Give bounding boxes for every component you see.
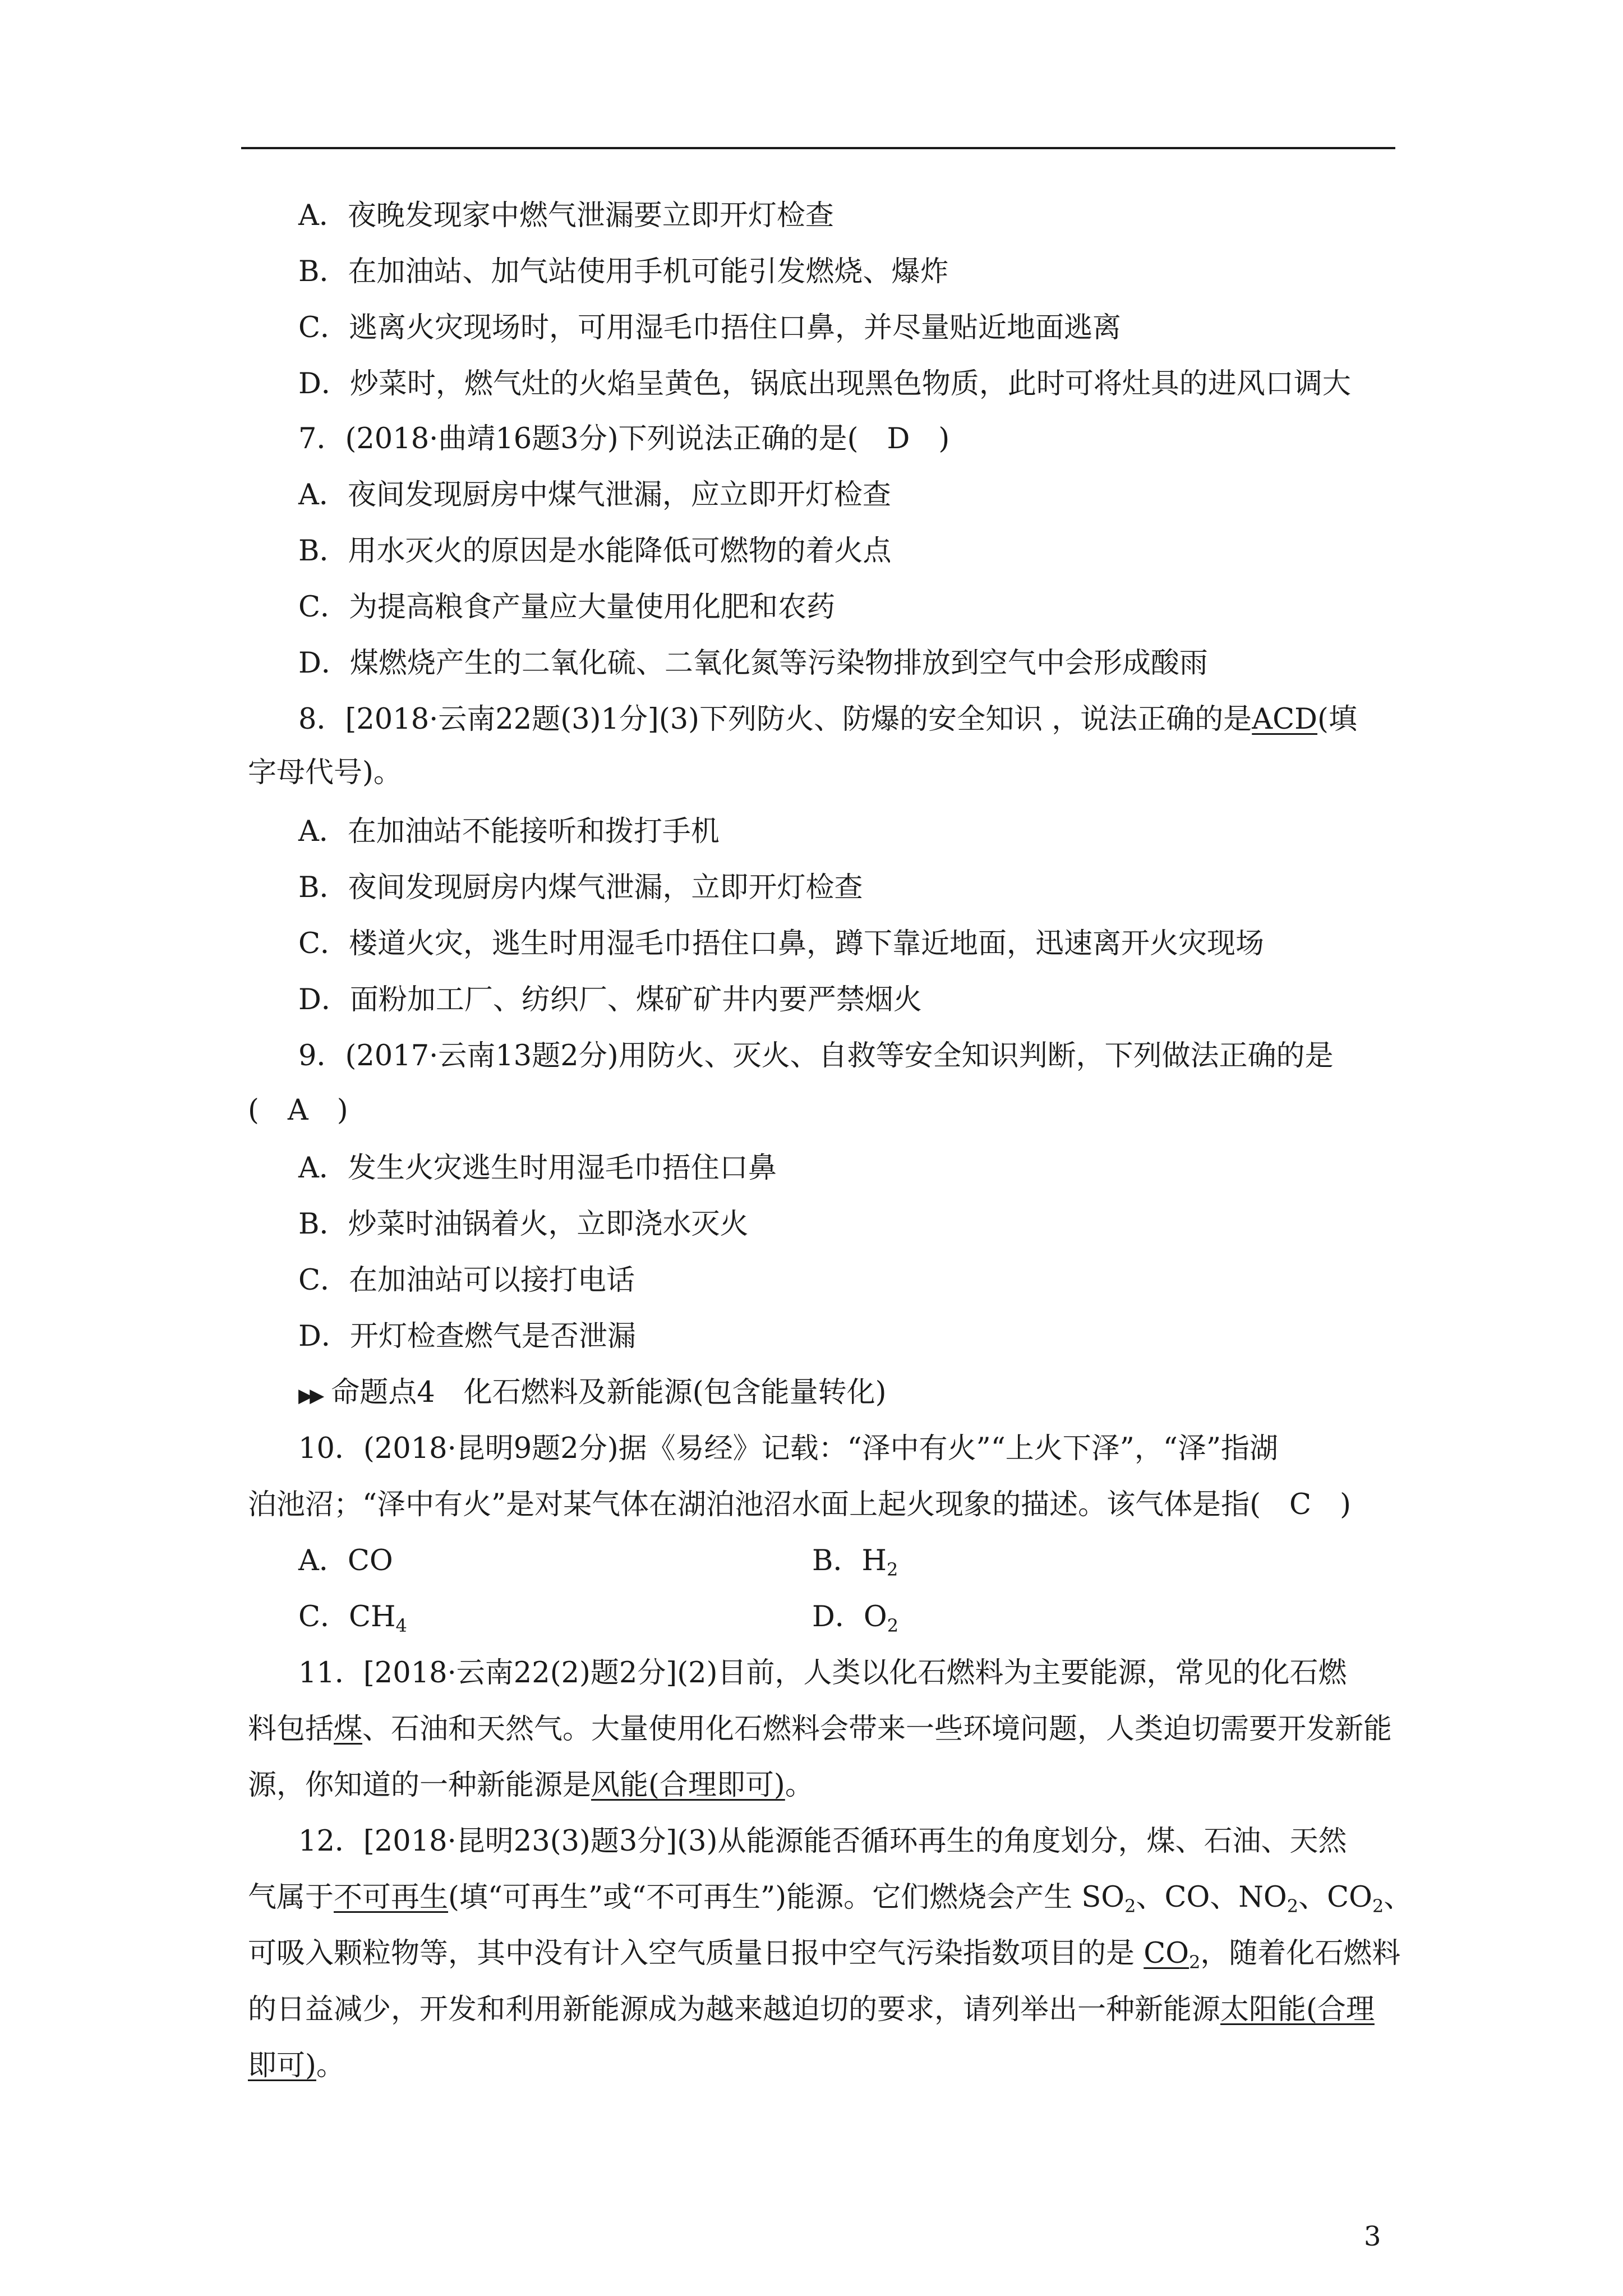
q6-option-a: A．夜晚发现家中燃气泄漏要立即开灯检查 [298, 199, 834, 232]
q12-line5-tail: 。 [316, 2049, 345, 2082]
q12-answer-2-text: CO [1144, 1937, 1189, 1970]
q12-sub-1: 2 [1124, 1895, 1136, 1917]
q8-stem-line2: 字母代号)。 [248, 756, 402, 789]
q7-option-c: C．为提高粮食产量应大量使用化肥和农药 [298, 591, 836, 624]
q11-line3-text: 源，你知道的一种新能源是 [248, 1769, 592, 1802]
q8-option-d: D．面粉加工厂、纺织厂、煤矿矿井内要严禁烟火 [298, 983, 922, 1016]
q11-answer-1: 煤 [334, 1713, 363, 1746]
q11-line2-tail: 、石油和天然气。大量使用化石燃料会带来一些环境问题，人类迫切需要开发新能 [362, 1713, 1393, 1746]
q8-option-a: A．在加油站不能接听和拨打手机 [298, 815, 720, 848]
q12-sub-2: 2 [1287, 1895, 1299, 1917]
q10-option-b-sub: 2 [886, 1559, 898, 1580]
q12-line2 [248, 1879, 1412, 1916]
q11-line2-text: 料包括 [248, 1713, 334, 1746]
q12-line5 [248, 2047, 345, 2085]
section-heading [298, 1374, 887, 1414]
q12-answer-3: 太阳能(合理 [1220, 1993, 1375, 2026]
q12-line4-text: 的日益减少，开发和利用新能源成为越来越迫切的要求，请列举出一种新能源 [248, 1993, 1221, 2026]
q12-stem: 12．[2018·昆明23(3)题3分](3)从能源能否循环再生的角度划分，煤、石油、天然 [298, 1825, 1347, 1858]
q12-line2-mid: (填“可再生”或“不可再生”)能源。它们燃烧会产生 SO [448, 1881, 1125, 1914]
q11-line2 [248, 1711, 1392, 1748]
q12-line3-tail: ，随着化石燃料 [1200, 1937, 1401, 1970]
q7-option-d: D．煤燃烧产生的二氧化硫、二氧化氮等污染物排放到空气中会形成酸雨 [298, 647, 1208, 680]
q10-option-c [298, 1599, 407, 1636]
q12-sub-3: 2 [1372, 1895, 1384, 1917]
q8-stem-tail: (填 [1317, 703, 1357, 736]
q12-line3 [248, 1935, 1400, 1972]
q9-option-b: B．炒菜时油锅着火，立即浇水灭火 [298, 1208, 749, 1241]
q12-line2-t1: 、CO、NO [1136, 1881, 1287, 1914]
q7-stem: 7．(2018·曲靖16题3分)下列说法正确的是( D ) [298, 422, 950, 455]
q9-stem: 9．(2017·云南13题2分)用防火、灭火、自救等安全知识判断，下列做法正确的是 [298, 1039, 1334, 1073]
q12-line2-t2: 、CO [1298, 1881, 1372, 1914]
q12-line3-text: 可吸入颗粒物等，其中没有计入空气质量日报中空气污染指数项目的是 [248, 1937, 1144, 1970]
q6-option-c: C．逃离火灾现场时，可用湿毛巾捂住口鼻，并尽量贴近地面逃离 [298, 311, 1122, 344]
q12-answer-1: 不可再生 [334, 1881, 449, 1914]
q8-option-b: B．夜间发现厨房内煤气泄漏，立即开灯检查 [298, 871, 863, 904]
q8-option-c: C．楼道火灾，逃生时用湿毛巾捂住口鼻，蹲下靠近地面，迅速离开火灾现场 [298, 927, 1265, 960]
q7-option-b: B．用水灭火的原因是水能降低可燃物的着火点 [298, 535, 892, 568]
q11-answer-2: 风能(合理即可) [591, 1769, 785, 1802]
q8-stem [298, 701, 1357, 738]
q9-answer: ( A ) [248, 1094, 348, 1127]
q9-option-d: D．开灯检查燃气是否泄漏 [298, 1320, 636, 1353]
q6-option-d: D．炒菜时，燃气灶的火焰呈黄色，锅底出现黑色物质，此时可将灶具的进风口调大 [298, 367, 1351, 401]
q10-option-b [812, 1543, 898, 1580]
q12-answer-3-cont: 即可) [248, 2049, 316, 2082]
q11-stem: 11．[2018·云南22(2)题2分](2)目前，人类以化石燃料为主要能源，常见的化石燃 [298, 1657, 1347, 1690]
q10-option-a: A．CO [298, 1544, 393, 1577]
q10-option-c-sub: 4 [395, 1615, 407, 1636]
q6-option-b: B．在加油站、加气站使用手机可能引发燃烧、爆炸 [298, 255, 949, 288]
q10-option-b-text: B．H [812, 1544, 887, 1577]
q10-option-d-text: D．O [812, 1600, 887, 1634]
q8-answer: ACD [1252, 703, 1318, 736]
q12-answer-2 [1144, 1937, 1201, 1973]
q10-stem: 10．(2018·昆明9题2分)据《易经》记载：“泽中有火”“上火下泽”，“泽”指湖 [298, 1432, 1279, 1465]
q11-line3-tail: 。 [785, 1769, 814, 1802]
q7-option-a: A．夜间发现厨房中煤气泄漏，应立即开灯检查 [298, 478, 891, 512]
q12-answer-2-sub: 2 [1189, 1952, 1201, 1973]
q10-option-c-text: C．CH [298, 1600, 396, 1634]
q10-option-d [812, 1599, 898, 1636]
q12-line4 [248, 1991, 1375, 2028]
section-marker-icon: ▶▶ [298, 1384, 321, 1407]
section-title: 命题点4 化石燃料及新能源(包含能量转化) [331, 1376, 887, 1409]
q9-option-c: C．在加油站可以接打电话 [298, 1264, 635, 1297]
q8-stem-text: 8．[2018·云南22题(3)1分](3)下列防火、防爆的安全知识 ，说法正确的是 [298, 703, 1252, 736]
q10-option-d-sub: 2 [887, 1615, 899, 1636]
q9-option-a: A．发生火灾逃生时用湿毛巾捂住口鼻 [298, 1152, 777, 1185]
page-number: 3 [1364, 2221, 1381, 2252]
header-rule [241, 147, 1395, 149]
q10-stem-line2: 泊池沼；“泽中有火”是对某气体在湖泊池沼水面上起火现象的描述。该气体是指( C ) [248, 1488, 1351, 1521]
q11-line3 [248, 1767, 814, 1804]
q12-line2-t3: 、 [1384, 1881, 1413, 1914]
q12-line2-text: 气属于 [248, 1881, 334, 1914]
